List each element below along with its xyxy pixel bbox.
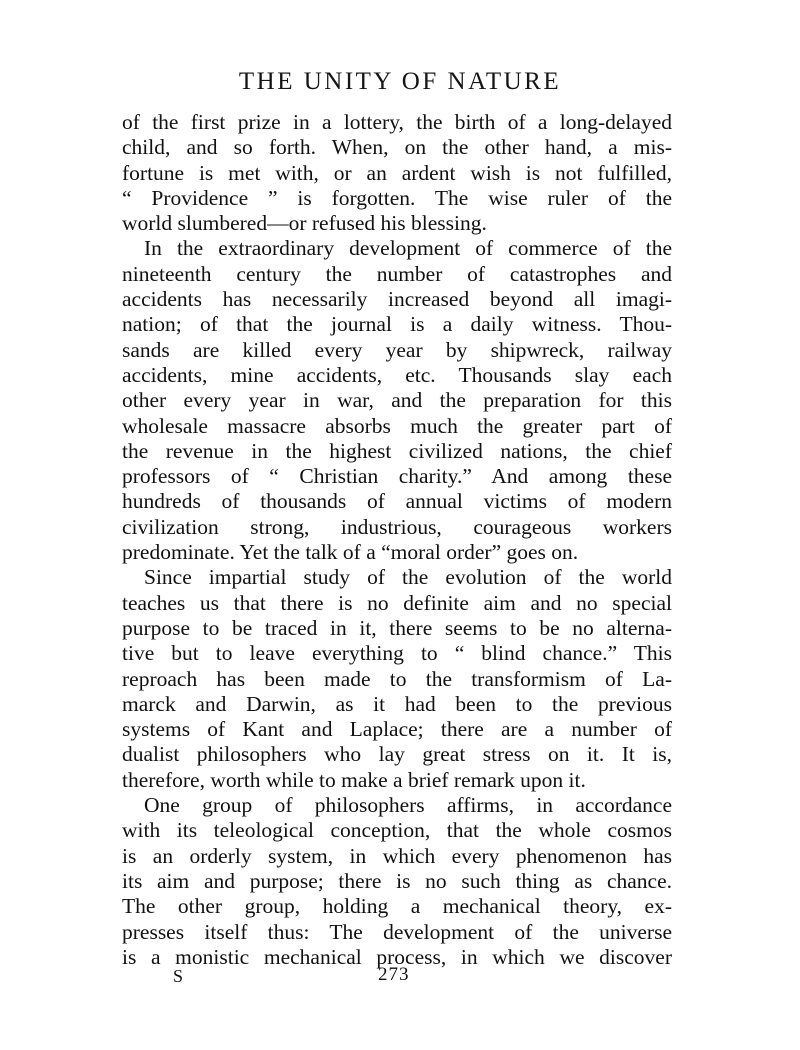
- text-line: with its teleological conception, that the whole cosmos: [122, 818, 672, 843]
- text-line: In the extraordinary development of commerce of the: [144, 236, 672, 261]
- text-line: marck and Darwin, as it had been to the previous: [122, 691, 672, 716]
- text-line: One group of philosophers affirms, in accordance: [144, 793, 672, 818]
- text-line: sands are killed every year by shipwreck, railway: [122, 337, 672, 362]
- text-line: is a monistic mechanical process, in which we discover: [122, 944, 672, 969]
- text-line: professors of “ Christian charity.” And among these: [122, 464, 672, 489]
- running-head: THE UNITY OF NATURE: [238, 68, 562, 95]
- text-line: fortune is met with, or an ardent wish is not fulfilled,: [122, 160, 672, 185]
- text-line: other every year in war, and the preparation for this: [122, 388, 672, 413]
- text-line: presses itself thus: The development of the universe: [122, 919, 672, 944]
- page-footer: [0, 964, 800, 994]
- text-line: child, and so forth. When, on the other hand, a mis-: [122, 135, 672, 160]
- text-line: therefore, worth while to make a brief remark upon it.: [122, 767, 586, 792]
- text-line: reproach has been made to the transformism of La-: [122, 666, 672, 691]
- text-line: Since impartial study of the evolution of the world: [144, 565, 672, 590]
- text-line: predominate. Yet the talk of a “moral order” goes on.: [122, 540, 579, 565]
- paragraph: [122, 236, 672, 565]
- text-line: dualist philosophers who lay great stress on it. It is,: [122, 742, 672, 767]
- text-line: accidents, mine accidents, etc. Thousands slay each: [122, 362, 672, 387]
- text-line: accidents has necessarily increased beyond all imagi-: [122, 287, 672, 312]
- paragraph: [122, 793, 672, 970]
- text-line: hundreds of thousands of annual victims of modern: [122, 489, 672, 514]
- text-line: teaches us that there is no definite aim and no special: [122, 590, 672, 615]
- text-line: civilization strong, industrious, courageous workers: [122, 514, 672, 539]
- text-line: tive but to leave everything to “ blind chance.” This: [122, 641, 672, 666]
- text-line: “ Providence ” is forgotten. The wise ruler of the: [122, 185, 672, 210]
- body-text: [122, 110, 672, 970]
- text-line: purpose to be traced in it, there seems to be no alterna-: [122, 615, 672, 640]
- text-line: The other group, holding a mechanical theory, ex-: [122, 894, 672, 919]
- signature-mark: S: [173, 966, 184, 986]
- text-line: nation; of that the journal is a daily witness. Thou-: [122, 312, 672, 337]
- page-number: 273: [378, 964, 410, 985]
- text-line: its aim and purpose; there is no such thing as chance.: [122, 868, 672, 893]
- text-line: of the first prize in a lottery, the birth of a long-delayed: [122, 110, 672, 134]
- paragraph: [122, 565, 672, 793]
- text-line: nineteenth century the number of catastrophes and: [122, 261, 672, 286]
- text-line: is an orderly system, in which every phenomenon has: [122, 843, 672, 868]
- text-line: the revenue in the highest civilized nations, the chief: [122, 438, 672, 463]
- text-line: world slumbered—or refused his blessing.: [122, 211, 487, 236]
- paragraph: [122, 110, 672, 236]
- text-line: systems of Kant and Laplace; there are a number of: [122, 717, 672, 742]
- text-line: wholesale massacre absorbs much the greater part of: [122, 413, 672, 438]
